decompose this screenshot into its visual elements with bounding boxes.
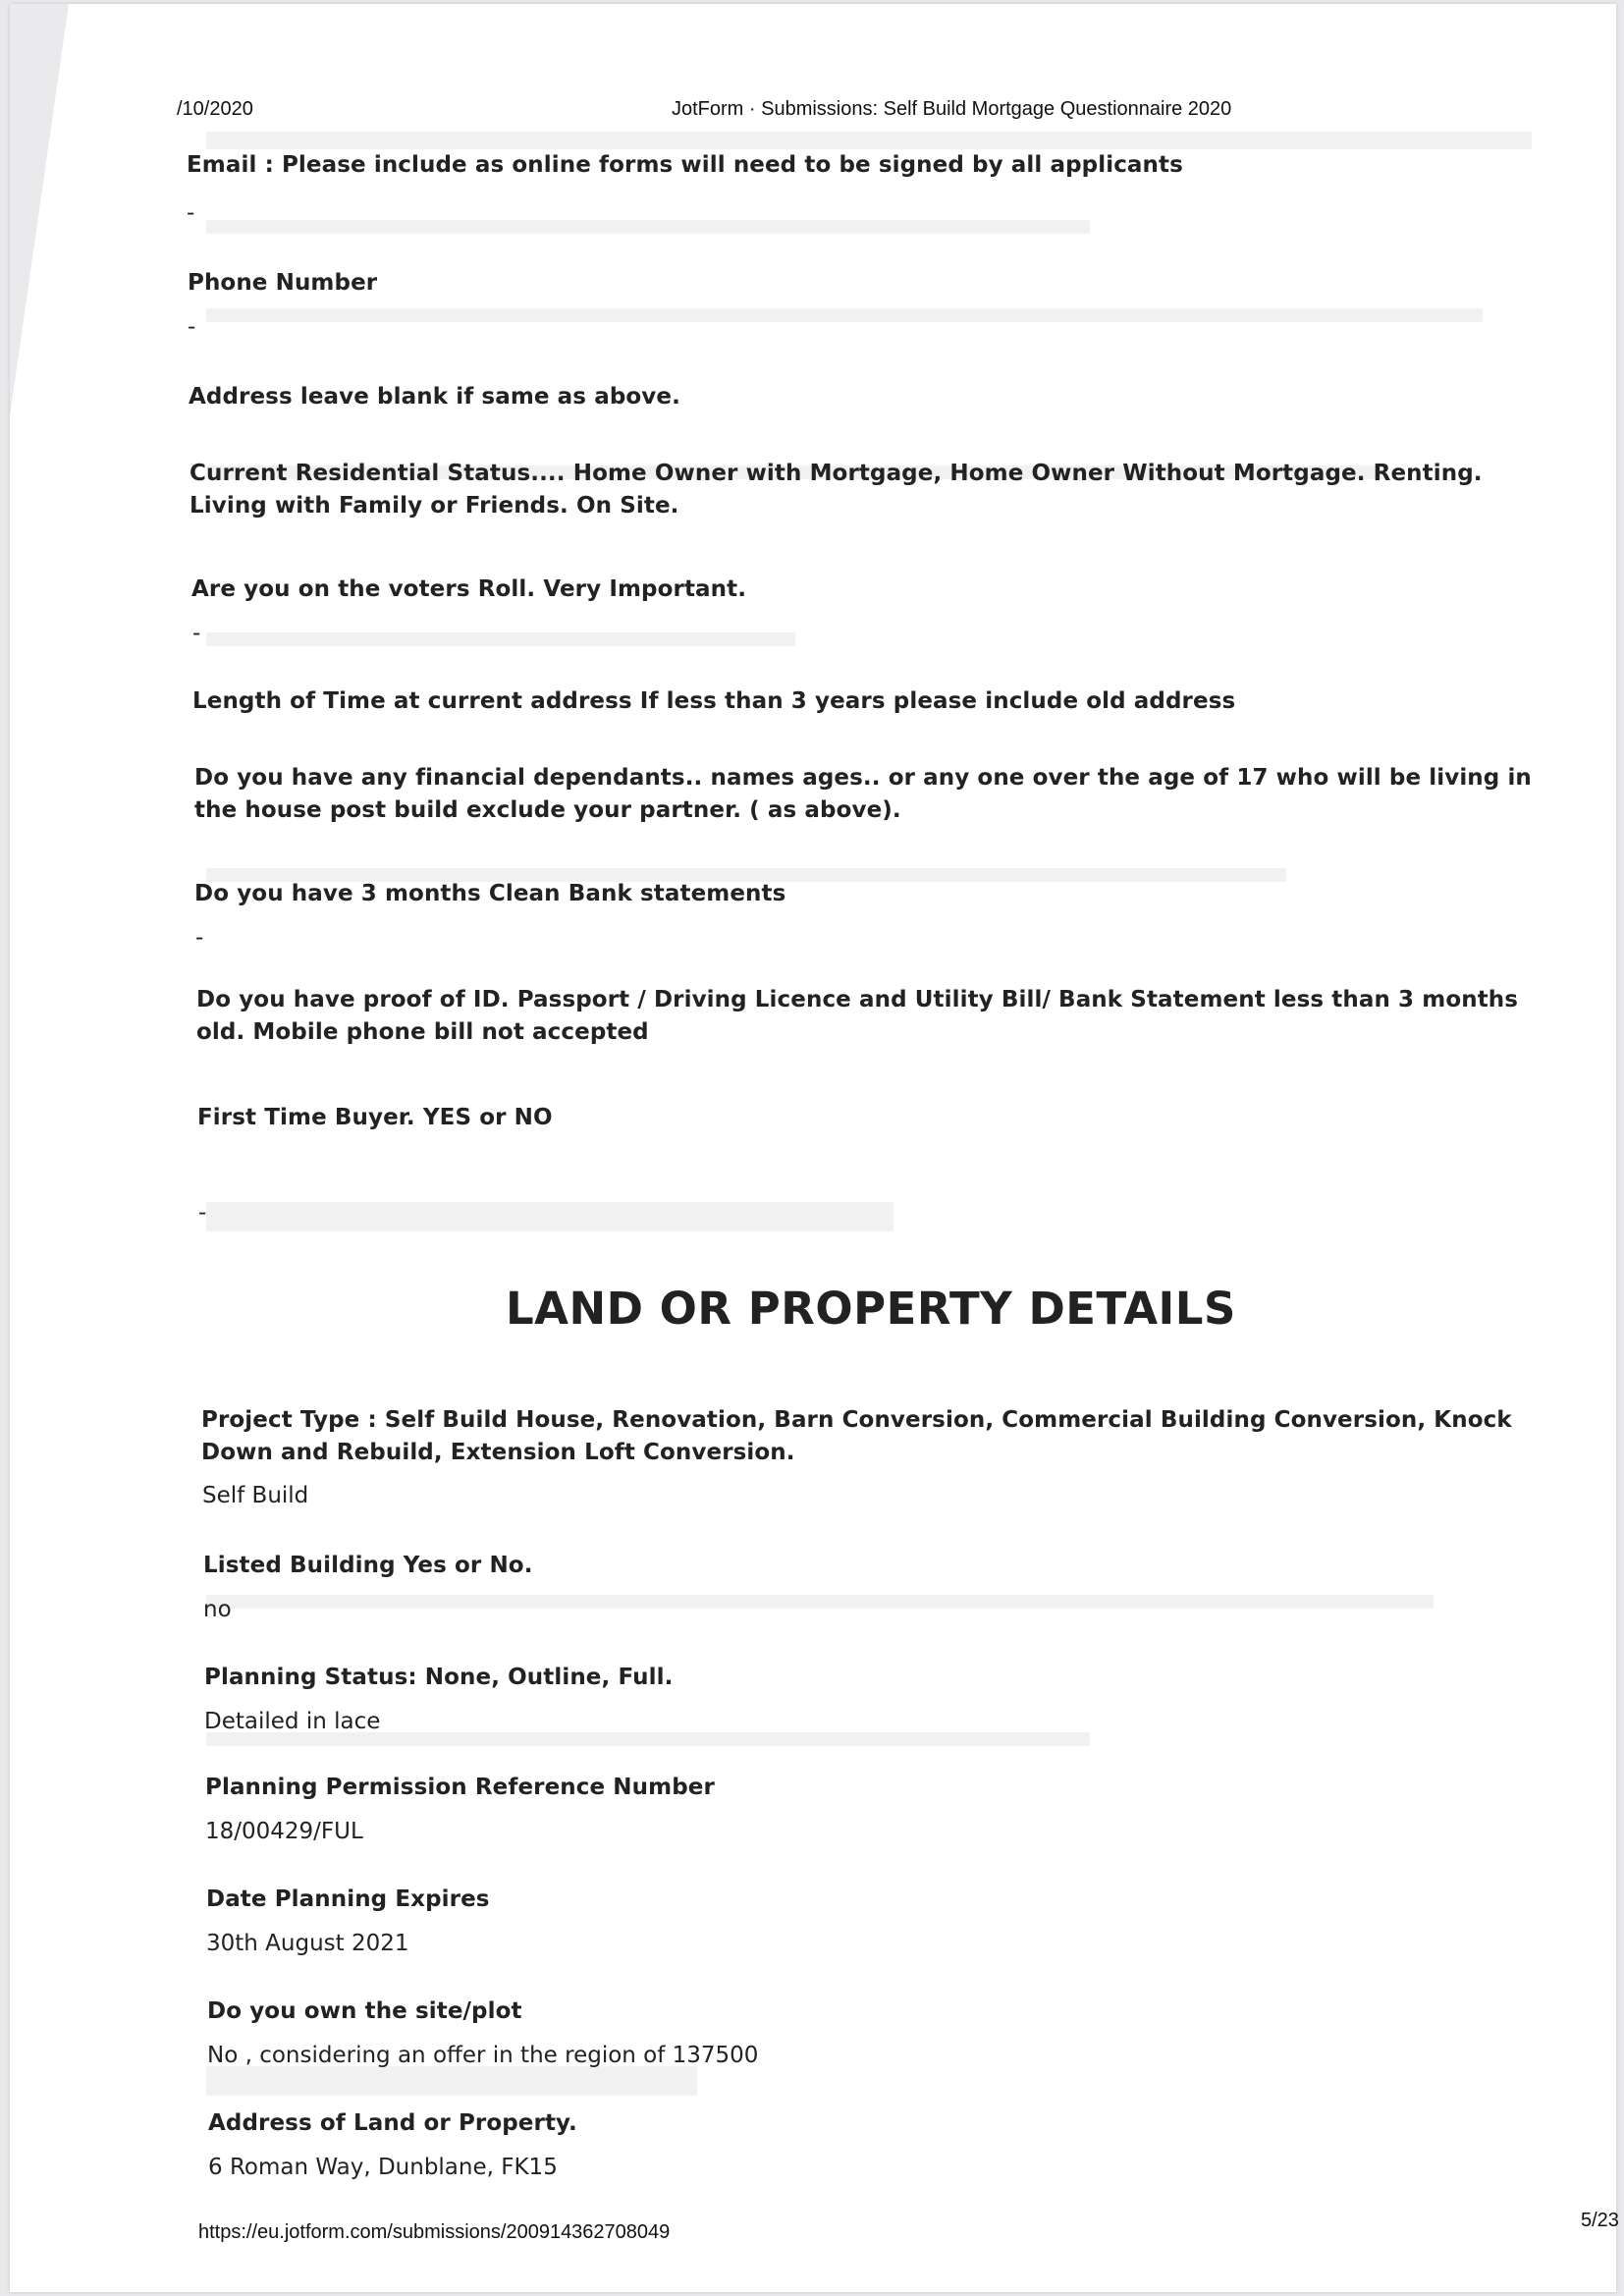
question-bank-statements: Do you have 3 months Clean Bank statements [194, 881, 786, 906]
answer-phone: - [188, 314, 196, 340]
question-own-site: Do you own the site/plot [207, 1998, 522, 2024]
page-number: 5/23 [1581, 2210, 1619, 2231]
answer-project-type: Self Build [202, 1483, 309, 1508]
question-email: Email : Please include as online forms will need to be signed by all applicants [187, 152, 1183, 178]
answer-own-site: No , considering an offer in the region of 137500 [207, 2043, 759, 2068]
question-planning-expiry: Date Planning Expires [206, 1886, 490, 1912]
answer-email: - [187, 200, 195, 226]
answer-planning-expiry: 30th August 2021 [206, 1931, 409, 1956]
section-title: LAND OR PROPERTY DETAILS [506, 1283, 1236, 1335]
answer-voters-roll: - [192, 621, 201, 646]
answer-bank-statements: - [195, 925, 204, 951]
answer-planning-reference: 18/00429/FUL [205, 1819, 363, 1844]
question-voters-roll: Are you on the voters Roll. Very Important. [191, 576, 747, 602]
question-first-time-buyer: First Time Buyer. YES or NO [197, 1105, 553, 1130]
print-date: /10/2020 [177, 98, 253, 120]
document-page [10, 4, 1619, 2292]
question-phone: Phone Number [188, 270, 378, 296]
question-listed-building: Listed Building Yes or No. [203, 1553, 533, 1578]
question-planning-reference: Planning Permission Reference Number [205, 1775, 715, 1800]
question-residential-status: Current Residential Status.... Home Owner with Mortgage, Home Owner Without Mortgage. Renting. Living with Family or Friends. On Site. [189, 461, 1483, 519]
answer-listed-building: no [203, 1597, 232, 1622]
question-planning-status: Planning Status: None, Outline, Full. [204, 1665, 674, 1690]
answer-land-address: 6 Roman Way, Dunblane, FK15 [208, 2155, 558, 2180]
question-dependants: Do you have any financial dependants.. names ages.. or any one over the age of 17 who will be living in the house post build exclude your partner. ( as above). [194, 765, 1532, 823]
question-time-at-address: Length of Time at current address If less than 3 years please include old address [192, 688, 1236, 714]
print-header-title: JotForm · Submissions: Self Build Mortgage Questionnaire 2020 [672, 98, 1232, 120]
bleed-through [206, 122, 1581, 2184]
question-project-type: Project Type : Self Build House, Renovation, Barn Conversion, Commercial Building Conversion, Knock Down and Rebuild, Extension Loft Conversion. [201, 1407, 1512, 1465]
question-proof-of-id: Do you have proof of ID. Passport / Driving Licence and Utility Bill/ Bank Statement less than 3 months old. Mobile phone bill not accepted [196, 987, 1519, 1045]
question-land-address: Address of Land or Property. [208, 2110, 577, 2136]
answer-first-time-buyer: - [198, 1200, 207, 1226]
question-address: Address leave blank if same as above. [189, 384, 680, 410]
folded-corner [10, 4, 69, 416]
footer-url: https://eu.jotform.com/submissions/200914362708049 [198, 2221, 671, 2243]
answer-planning-status: Detailed in lace [204, 1709, 381, 1734]
